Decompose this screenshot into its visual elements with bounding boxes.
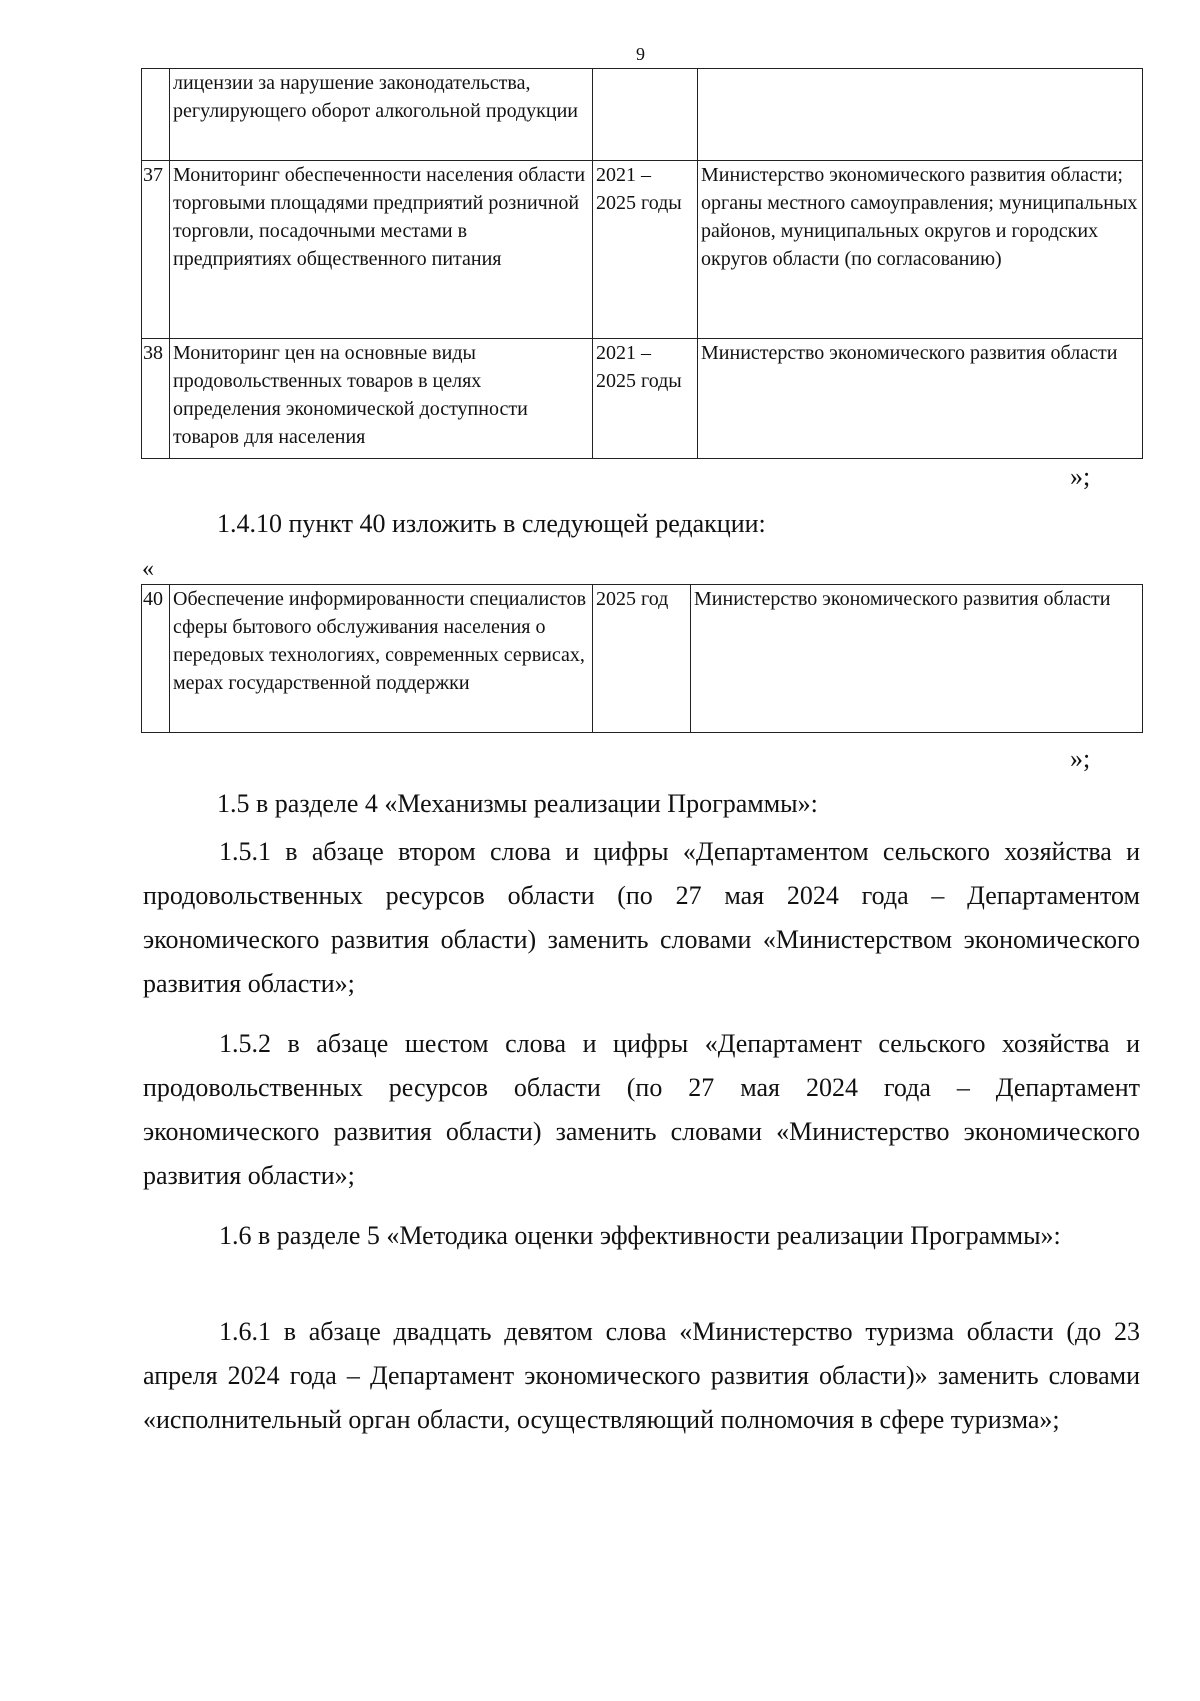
paragraph-1-5-2: 1.5.2 в абзаце шестом слова и цифры «Департамент сельского хозяйства и продовольственных ресурсов области (по 27 мая 2024 года – Департамент экономического развития области) заменить словами «Министерство экономического развития области»;	[143, 1029, 1140, 1190]
row-number: 40	[142, 585, 170, 733]
paragraph-1-5-1: 1.5.1 в абзаце втором слова и цифры «Департаментом сельского хозяйства и продовольственных ресурсов области (по 27 мая 2024 года – Департаментом экономического развития области) заменить словами «Министерством экономического развития области»;	[143, 837, 1140, 998]
measure-period: 2021 – 2025 годы	[593, 339, 698, 459]
row-number	[142, 69, 170, 161]
closing-quote: »;	[1070, 462, 1091, 491]
measure-period: 2021 – 2025 годы	[593, 161, 698, 339]
measure-period	[593, 69, 698, 161]
measure-period: 2025 год	[593, 585, 691, 733]
table-row	[142, 339, 1143, 459]
table-row	[142, 69, 1143, 161]
paragraph-1-6-1: 1.6.1 в абзаце двадцать девятом слова «Министерство туризма области (до 23 апреля 2024 года – Департамент экономического развития области)» заменить словами «исполнительный орган области, осуществляющий полномочия в сфере туризма»;	[143, 1317, 1140, 1434]
row-number: 37	[142, 161, 170, 339]
measure-text: Обеспечение информированности специалистов сферы бытового обслуживания населения о передовых технологиях, современных сервисах, мерах государственной поддержки	[170, 585, 593, 733]
table-row	[142, 161, 1143, 339]
measure-text: Мониторинг обеспеченности населения области торговыми площадями предприятий розничной торговли, посадочными местами в предприятиях общественного питания	[170, 161, 593, 339]
table-row	[142, 585, 1143, 733]
measure-executor: Министерство экономического развития области	[691, 585, 1143, 733]
row-number: 38	[142, 339, 170, 459]
measure-executor: Министерство экономического развития области; органы местного самоуправления; муниципальных районов, муниципальных округов и городских округов области (по согласованию)	[698, 161, 1143, 339]
measure-executor: Министерство экономического развития области	[698, 339, 1143, 459]
closing-quote: »;	[1070, 744, 1091, 773]
measure-executor	[698, 69, 1143, 161]
paragraph-1-6: 1.6 в разделе 5 «Методика оценки эффективности реализации Программы»:	[219, 1221, 1061, 1250]
measures-table	[141, 68, 1143, 459]
paragraph-1-4-10: 1.4.10 пункт 40 изложить в следующей редакции:	[217, 509, 766, 538]
opening-quote: «	[142, 556, 154, 582]
paragraph-1-5: 1.5 в разделе 4 «Механизмы реализации Программы»:	[217, 789, 818, 818]
measures-table-replacement	[141, 584, 1143, 733]
measure-text: лицензии за нарушение законодательства, регулирующего оборот алкогольной продукции	[170, 69, 593, 161]
page-number: 9	[636, 44, 645, 64]
measure-text: Мониторинг цен на основные виды продовольственных товаров в целях определения экономической доступности товаров для населения	[170, 339, 593, 459]
